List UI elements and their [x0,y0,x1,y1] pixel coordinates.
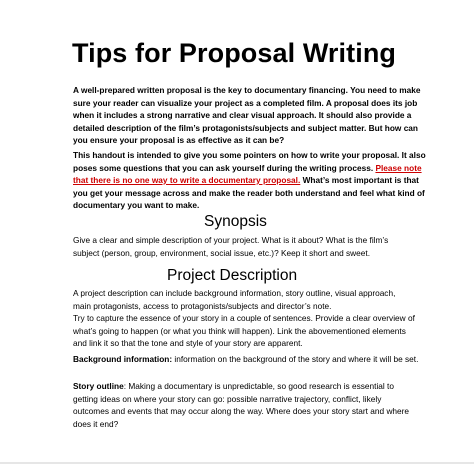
background-label: Background information: [73,354,173,364]
intro-line: detailed description of the film’s protagonists/subjects and subject matter. But how can [73,122,418,133]
page-bottom-edge [0,462,474,464]
project-description-line: what’s going to happen (or what you think will happen). Link the abovementioned elements [73,325,406,336]
background-text: information on the background of the story and where it will be set. [172,354,419,364]
handout-text: What’s most important is that [300,175,419,185]
handout-line [73,174,419,187]
handout-line: documentary you want to make. [73,200,200,210]
intro-line: you ensure your proposal is as effective as it can be? [73,135,285,145]
background-line [73,353,419,366]
handout-line [73,162,422,175]
intro-line: A well-prepared written proposal is the key to documentary financing. You need to make [73,85,421,95]
document-title: Tips for Proposal Writing [72,38,397,68]
synopsis-line: Give a clear and simple description of your project. What is it about? What is the film’s [73,235,389,245]
story-outline-line: outcomes and events that may occur along the way. Where does your story start and where [73,406,410,416]
handout-paragraph [73,149,426,212]
intro-paragraph [73,84,421,147]
story-outline-label: Story outline [73,381,124,391]
story-outline-text: : Making a documentary is unpredictable, so good research is essential to [123,381,394,391]
project-description-heading: Project Description [167,267,298,284]
synopsis-heading: Synopsis [204,213,267,230]
handout-text: poses some questions that you can ask yourself during the writing process. [73,162,376,173]
project-description-line: and link it so that the tone and style of your story are apparent. [73,338,303,348]
intro-line: sure your reader can visualize your project as a completed film. A proposal does its job [73,97,418,108]
project-description-line: main protagonists, access to protagonists/subjects and director’s note. [73,300,332,311]
synopsis-paragraph [73,234,415,259]
story-outline-line [73,380,415,393]
project-description-line: A project description can include background information, story outline, visual approach, [73,288,396,298]
important-note: Please note [375,162,422,173]
story-outline-line: getting ideas on where your story can go: possible narrative trajectory, conflict, likely [73,393,382,404]
project-description-line: Try to capture the essence of your story in a couple of sentences. Provide a clear overview of [73,313,415,323]
story-outline-line: does it end? [73,418,119,429]
synopsis-line: subject (person, group, environment, social issue, etc.)? Keep it short and sweet. [73,247,370,258]
important-note: that there is no one way to write a documentary proposal. [73,175,301,185]
intro-line: when it includes a strong narrative and clear visual approach. It should also provide a [73,110,412,120]
handout-line: This handout is intended to give you some pointers on how to write your proposal. It also [73,150,426,160]
project-description-paragraph [73,287,415,350]
handout-line: you get your message across and make the reader both understand and feel what kind of [73,187,425,198]
story-outline-paragraph [73,380,415,430]
background-information-paragraph [73,353,419,366]
